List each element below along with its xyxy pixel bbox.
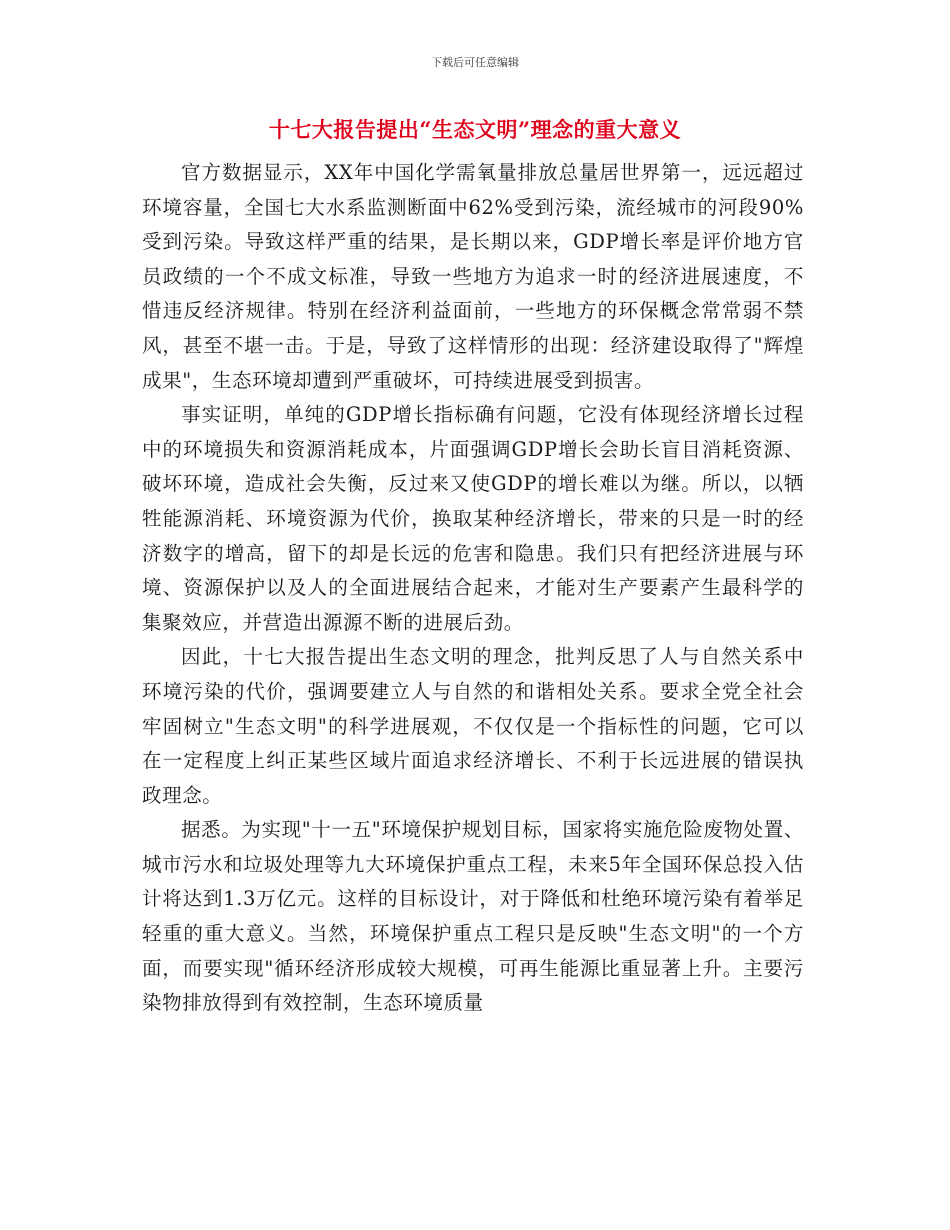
paragraph-1: 官方数据显示，XX年中国化学需氧量排放总量居世界第一，远远超过环境容量，全国七大水系监测断面中62%受到污染，流经城市的河段90%受到污染。导致这样严重的结果，是长期以来，GDP增长率是评价地方官员政绩的一个不成文标准，导致一些地方为追求一时的经济进展速度，不惜违反经济规律。特别在经济利益面前，一些地方的环保概念常常弱不禁风，甚至不堪一击。于是，导致了这样情形的出现：经济建设取得了"辉煌成果"，生态环境却遭到严重破坏，可持续进展受到损害。 — [142, 161, 804, 392]
paragraph-3: 因此，十七大报告提出生态文明的理念，批判反思了人与自然关系中环境污染的代价，强调要建立人与自然的和谐相处关系。要求全党全社会牢固树立"生态文明"的科学进展观，不仅仅是一个指标性的问题，它可以在一定程度上纠正某些区域片面追求经济增长、不利于长远进展的错误执政理念。 — [142, 645, 804, 807]
paragraph-4: 据悉。为实现"十一五"环境保护规划目标，国家将实施危险废物处置、城市污水和垃圾处理等九大环境保护重点工程，未来5年全国环保总投入估计将达到1.3万亿元。这样的目标设计，对于降低和杜绝环境污染有着举足轻重的重大意义。当然，环境保护重点工程只是反映"生态文明"的一个方面，而要实现"循环经济形成较大规模，可再生能源比重显著上升。主要污染物排放得到有效控制，生态环境质量 — [142, 818, 804, 1015]
header-note: 下载后可任意编辑 — [431, 56, 519, 69]
paragraph-2: 事实证明，单纯的GDP增长指标确有问题，它没有体现经济增长过程中的环境损失和资源消耗成本，片面强调GDP增长会助长盲目消耗资源、破坏环境，造成社会失衡，反过来又使GDP的增长难以为继。所以，以牺牲能源消耗、环境资源为代价，换取某种经济增长，带来的只是一时的经济数字的增高，留下的却是长远的危害和隐患。我们只有把经济进展与环境、资源保护以及人的全面进展结合起来，才能对生产要素产生最科学的集聚效应，并营造出源源不断的进展后劲。 — [142, 403, 804, 634]
document-body — [142, 156, 804, 1021]
document-title: 十七大报告提出“生态文明”理念的重大意义 — [268, 117, 682, 142]
